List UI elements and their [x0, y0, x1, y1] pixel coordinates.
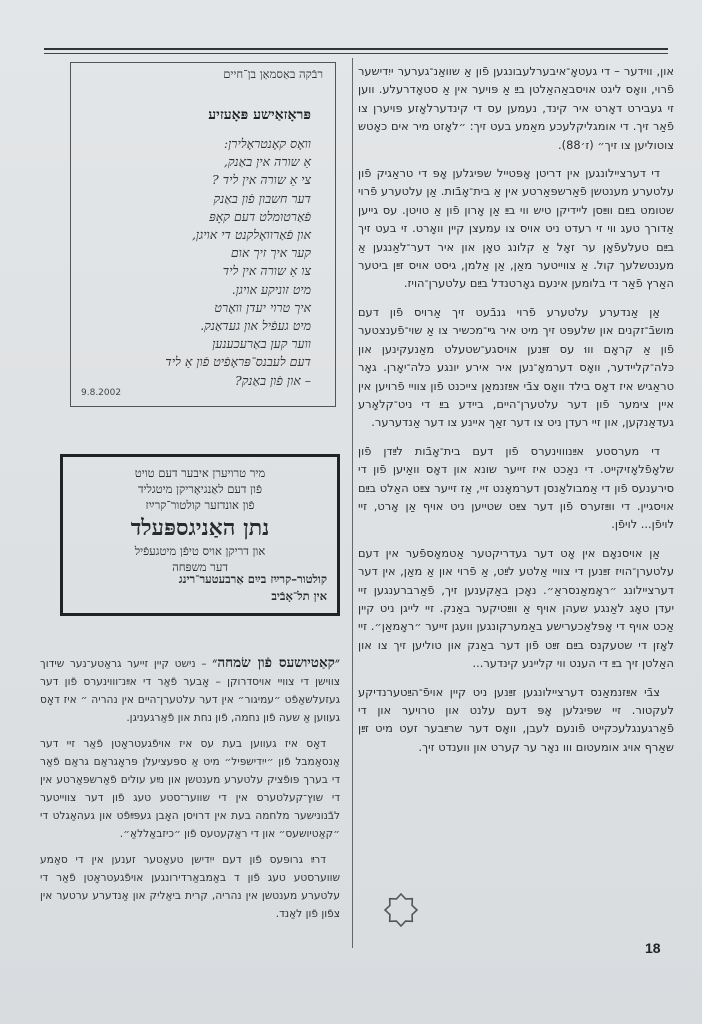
poem-line: קער איך זיך אום	[230, 245, 311, 261]
poem-lines	[165, 135, 311, 390]
poem-box	[70, 62, 336, 407]
right-column-article	[358, 62, 674, 766]
poem-line: פֿאַרטומלט דעם קאָפּ	[209, 208, 311, 224]
poem-line: און פֿאַרוואָלקנט די אויגן,	[191, 227, 311, 243]
poem-line: צי אַ שורה אין ליד ?	[212, 172, 311, 188]
page-number: 18	[645, 940, 661, 956]
article-title: ״קאַטיושעס פֿון שׂמחה״	[212, 655, 340, 671]
poem-line: אַ שורה אין באַנק,	[223, 154, 311, 170]
article-lead-text: – נישט קיין זייער גראַטע־נער שידוך צווישן די צוויי אויסדרוקן – אָבער פֿאַר די אײַנ־וווינערס פֿון דער געזעלשאַפֿט ״עמיגור״ אין דער עלטערן־היים אין נהריה ״ איז דאָס געווען אַ שעה פֿון נחמה, פֿון נחת און פֿאַרגעניגן.	[40, 658, 340, 724]
obituary-line: און דריקן אויס טיפֿן מיטגעפֿיל	[134, 544, 266, 558]
obituary-line: פֿון דעם לאַנגיאָריקן מיטגליד	[137, 482, 263, 496]
article-paragraph: די דערציילונגען אין דריטן אָפּטייל שפּיגלען אָפּ די טראַגיק פֿון עלטערע מענטשן פֿאַרשפּאַרטע אין אַ בית־אָבֿות. אַן עלטערע פֿרוי שטומט בײַם ווײַסן ליידיקן טיש ווי בײַ אַן אָרון פֿון אַ טויטן. עס גייען אַדורך טעג ווי זי רעדט ניט אויס צו עמעצן קיין וואָרט. זי בעט זיך בײַם טעלעפֿאָן ער זאָל אַ קלונג טאָן און איר דער־לאַנגען אַ מענטשלעך קול. אַ צווייטער מאַן, אַן אַלמן, גיסט אויס זײַן ביטער האַרץ פֿאַר די בלומען אינעם גאָרטנדל בײַם עלטערן־הויז.	[358, 166, 674, 291]
article-lead	[40, 654, 340, 727]
column-divider	[352, 58, 353, 948]
header-rule-secondary	[44, 53, 668, 54]
poem-line: דער חשבון פֿון באַנק	[213, 190, 311, 206]
obituary-name: נתן האַניגספּעלד	[130, 515, 270, 541]
poem-line: ווער קען באַרעכענען	[212, 336, 311, 352]
poem-line: דעם לעבנס־פּראָפֿיט פֿון אַ ליד	[165, 354, 311, 370]
eight-point-star-ornament-icon	[383, 892, 419, 928]
obituary-footer-line: אין תל־אָבֿיב	[271, 589, 327, 603]
article-paragraph: די מערסטע אײַנוווינערס פֿון דעם בית־אָבֿות לײַדן פֿון שלאָפֿלאָזיקייט. די נאַכט איז זייער שונא און דאָס וואַיען פֿון די סירענעס פֿון די אַמבולאַנסן דערמאָנט זיי, אַז זייער צײַט האַלט בײַם אויסגיין. די ווײַזערס פֿון דער צײַט שטייען ניט אויף אַן אָרט, זיי לויפֿן... לויפֿן.	[358, 443, 674, 532]
obituary-line: מיר טרויערן איבער דעם טויט	[134, 466, 266, 480]
header-rule	[44, 48, 668, 50]
poem-line: מיט געפֿיל און געדאַנק.	[200, 318, 311, 334]
article-paragraph: דרײַ גרופּעס פֿון דעם ייִדישן טעאַטער זענען אין די סאַמע שווערסטע טעג פֿון ד באַמבאַרדירונגען אויפֿגעטראָטן פֿאַר די עלטערע מענטשן אין נהריה, קרית ביאַליק און אַנדערע ערטער אין צפֿון פֿון לאַנד.	[40, 854, 340, 920]
left-column-article	[40, 654, 340, 931]
article-paragraph: אַן אַנדערע עלטערע פֿרוי גנבֿעט זיך אַרויס פֿון דעם מושבֿ־זקנים און שלעפּט זיך מיט איר גײ־מכשיר צו אַ שוי־פֿענצטער פֿון אַ קראָם וווּ עס זײַנען אויסגע־שטעלט מאַנעקינען און כּלה־קליידער, וואָס דערמאָ־נען איר אירע יונגע כּלה־יאָרן. גאָר טראַגיש איז דאָס בילד וואָס צבֿי אײַזנמאַן צייכנט פֿון צוויי פֿרויען אין איין צימער פֿון דער עלטערן־היים, ביידע בײַ די ניט־קלאָרע געדאַנקען, און זיי רעדן ניט צו דער זאַך איינע צו דער אַנדערער.	[358, 304, 674, 430]
article-paragraph: דאָס איז געווען בעת עס איז אויפֿגעטראָטן פֿאַר זיי דער אַנסאַמבל פֿון ״ייִדישפּיל״ מיט אַ ספּעציעלן פּראָגראַם גראַם פֿאַר די בערך פּופֿציק עלטערע מענטשן און נײַע עולים פֿאַרשפּאַרטע אין די שוץ־קעלטערס אין די שווער־סטע טעג פֿון דער צווייטער לבֿנונישער מלחמה בעת אין דרויסן האָבן געפּײַפֿט און געהאַגלט די ״קאַטיושעס״ און די ראַקעטעס פֿון ״כיזבאַללאַ״.	[40, 738, 340, 840]
poem-author: רבֿקה באַסמאַן בן־חיים	[223, 67, 323, 81]
poem-line: וואָס קאָנטראָלירן:	[223, 136, 311, 151]
poem-title: פּראָזאַישע פּאָעזיע	[208, 107, 311, 123]
poem-line: – און פֿון באַנק?	[235, 372, 311, 388]
obituary-line: דער משפּחה	[172, 560, 228, 574]
poem-line: צו אַ שורה אין ליד	[222, 263, 311, 279]
poem-date: 9.8.2002	[81, 388, 122, 398]
poem-line: איך טרוי יעדן וואָרט	[214, 299, 311, 315]
article-paragraph: און, ווידער – די געטאָ־איבערלעבונגען פֿון אַ שוואַנ־גערער ייִדישער פֿרוי, וואָס ליגט אויסבאַהאַלטן בײַ אַ פּויער אין אַ סטאָדרעלע. ווען זי געבירט דאָרט איר קינד, נעמען עס די קינדערלאָזע פּויערן צו פֿאַר זיך. די אומגליקלעכע מאַמע בעט זיך: ״לאָזט מיר אים כאָטש צוטוליען צו זיך״ (ז׳88).	[358, 64, 674, 152]
poem-line: מיט זוניקע אויגן.	[231, 281, 311, 297]
obituary-notice	[60, 454, 340, 616]
article-paragraph: צבֿי אײַזנמאַנס דערציילונגען זײַנען ניט קיין אויפֿ־הײַטערנדיקע לעקטור. זיי שפּיגלען אָפּ דעם עלנט און טרויער און די פֿאַרגענגלעכקייט פֿונעם לעבן, וואָס דער שרײַבער זעט מיט זײַן שאַרף אויג אומעטום ווו נאָר ער קערט און ווענדט זיך.	[358, 684, 674, 754]
obituary-footer-line: קולטור–קרײַז בײַם אַרבעטער־רינג	[178, 572, 327, 586]
obituary-line: פֿון אונדזער קולטור־קרײַז	[145, 498, 255, 512]
article-paragraph: אַן אויסנאָם אין אָט דער געדריקטער אַטמאָספֿער אין דעם עלטערן־הויז זײַנען די צוויי אַלטע לײַט, אַ פֿרוי און אַ מאַן, אין דער דערציילונג ״ראָמאַנסראַ״. נאָכן באַקענען זיך, פֿאַרברענגען זיי יעדן טאָג לאַנגע שעהן אויף אַ ווײַטיקער באַנק. זיי לייגן ניט קיין אַכט אויף די אָפּלאַכערישע באַמערקונגען וועגן זייער ״ראָמאַן״. זיי לאָזן די שטעקנס בײַם זײַט פֿון דער באַנק און טוליען זיך צו און האַלטן זיך בײַ די הענט ווי קליינע קינדער...	[358, 545, 674, 671]
obituary-footer	[179, 571, 327, 605]
